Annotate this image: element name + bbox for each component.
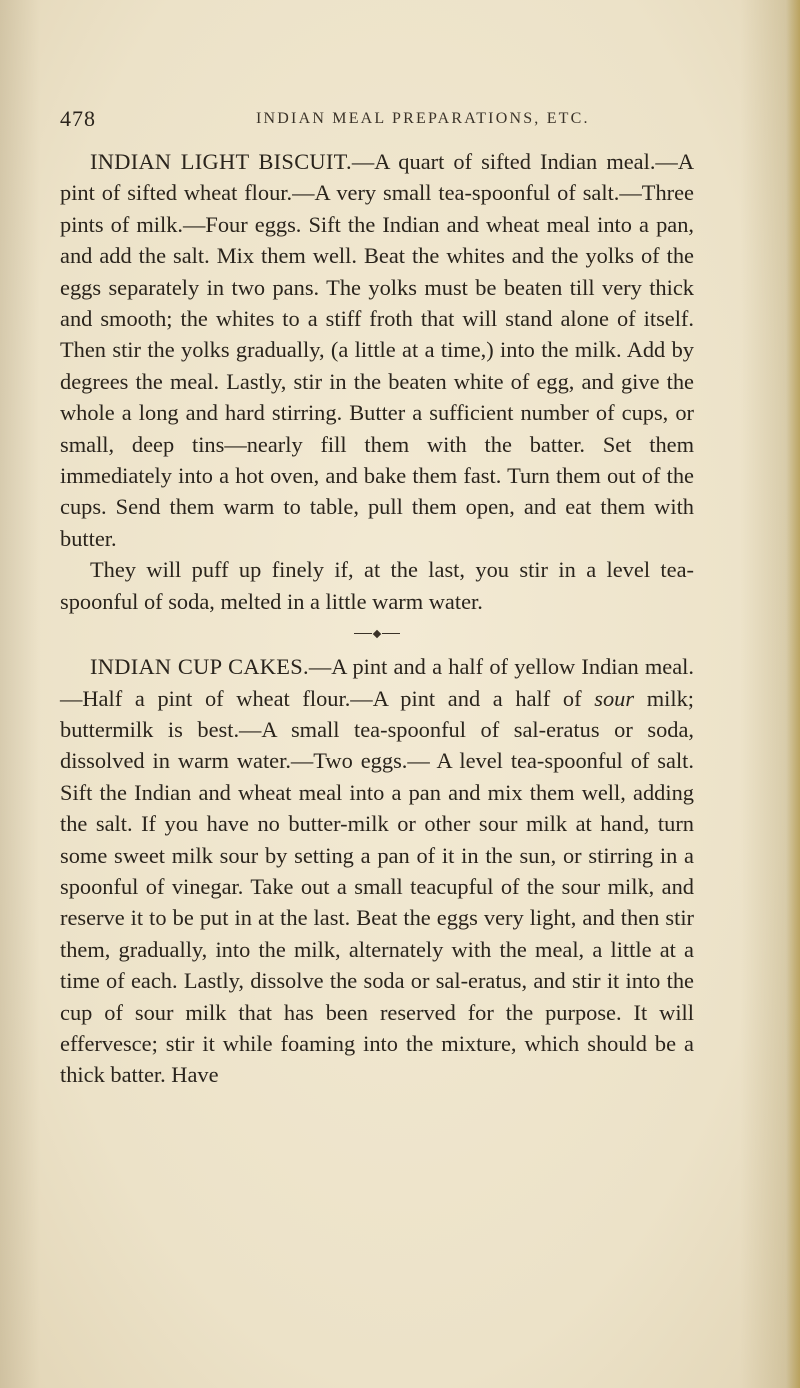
- divider-rule-right: [382, 633, 400, 634]
- recipe-title: INDIAN LIGHT BISCUIT.: [90, 149, 352, 174]
- recipe-indian-cup-cakes: [60, 651, 694, 1091]
- recipe-body: —A quart of sifted Indian meal.—A pint of sifted wheat flour.—A very small tea-spoonful of salt.—Three pints of milk.—Four eggs. Sift the Indian and wheat meal into a pan, and add the salt. Mix them well. Beat the whites and the yolks of the eggs separately in two pans. The yolks must be beaten till very thick and smooth; the whites to a stiff froth that will stand alone of itself. Then stir the yolks gradually, (a little at a time,) into the milk. Add by degrees the meal. Lastly, stir in the beaten white of egg, and give the whole a long and hard stirring. Butter a sufficient number of cups, or small, deep tins—nearly fill them with the batter. Set them immediately into a hot oven, and bake them fast. Turn them out of the cups. Send them warm to table, pull them open, and eat them with butter.: [60, 149, 694, 551]
- page-header: [60, 106, 700, 134]
- page-body: [60, 146, 694, 1091]
- recipe-italic-word: sour: [594, 685, 635, 711]
- running-head: INDIAN MEAL PREPARATIONS, ETC.: [256, 110, 590, 127]
- recipe-body-part-1: —A pint and a half of yellow Indian meal.—Half a pint of wheat flour.—A pint and a half of: [60, 654, 694, 711]
- recipe-title: INDIAN CUP CAKES.: [90, 654, 309, 680]
- page-number: 478: [60, 106, 96, 131]
- divider-diamond-icon: [373, 630, 381, 638]
- section-divider: [60, 617, 694, 651]
- recipe-indian-light-biscuit: [60, 146, 694, 554]
- recipe-note: They will puff up finely if, at the last, you stir in a level tea-spoonful of soda, melted in a little warm water.: [60, 557, 694, 614]
- divider-rule-left: [354, 633, 372, 634]
- recipe-body-part-2: milk; buttermilk is best.—A small tea-spoonful of sal-eratus or soda, dissolved in warm water.—Two eggs.— A level tea-spoonful of salt. Sift the Indian and wheat meal into a pan and mix them well, adding the salt. If you have no butter-milk or other sour milk at hand, turn some sweet milk sour by setting a pan of it in the sun, or stirring in a spoonful of vinegar. Take out a small teacupful of the sour milk, and reserve it to be put in at the last. Beat the eggs very light, and then stir them, gradually, into the milk, alternately with the meal, a little at a time of each. Lastly, dissolve the soda or sal-eratus, and stir it into the cup of sour milk that has been reserved for the purpose. It will effervesce; stir it while foaming into the mixture, which should be a thick batter. Have: [60, 685, 695, 1088]
- page-edge-shadow: [786, 0, 800, 1388]
